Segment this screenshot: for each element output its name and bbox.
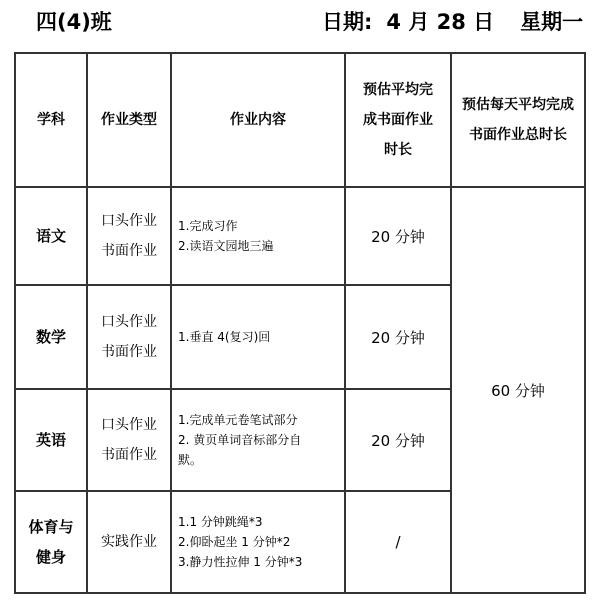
- table-header-row: [15, 53, 585, 187]
- date-line: [322, 6, 583, 36]
- content-cell: [171, 491, 345, 593]
- duration-cell: /: [345, 491, 451, 593]
- daily-total-cell: 60 分钟: [451, 187, 585, 593]
- subject-line: 体育与: [28, 518, 74, 536]
- content-item: 2.读语文园地三遍: [178, 239, 274, 253]
- content-item: 3.静力性拉伸 1 分钟*3: [178, 555, 303, 569]
- col-header-daily-total: [451, 53, 585, 187]
- subject-cell: 语文: [15, 187, 87, 285]
- col-header-content: 作业内容: [171, 53, 345, 187]
- content-item: 2. 黄页单词音标部分自: [178, 433, 302, 447]
- type-label: 书面作业: [101, 243, 157, 259]
- type-label: 口头作业: [101, 314, 157, 330]
- col-header-est-duration-line3: 时长: [384, 142, 412, 158]
- col-header-est-duration-line2: 成书面作业: [363, 112, 433, 128]
- duration-cell: 20 分钟: [345, 389, 451, 491]
- class-name: 四(4)班: [36, 10, 112, 34]
- col-header-daily-total-line1: 预估每天平均完成: [462, 97, 574, 113]
- subject-cell: [15, 491, 87, 593]
- page-header: [0, 0, 601, 44]
- type-label: 口头作业: [101, 213, 157, 229]
- content-item: 1.1 分钟跳绳*3: [178, 515, 263, 529]
- type-label: 口头作业: [101, 417, 157, 433]
- date-value: 4 月 28 日: [386, 10, 495, 34]
- col-header-daily-total-line2: 书面作业总时长: [469, 127, 567, 143]
- subject-cell: 数学: [15, 285, 87, 389]
- content-item: 1.完成习作: [178, 219, 238, 233]
- col-header-subject: 学科: [15, 53, 87, 187]
- type-cell: [87, 187, 171, 285]
- type-label: 书面作业: [101, 447, 157, 463]
- type-label: 书面作业: [101, 344, 157, 360]
- col-header-type: 作业类型: [87, 53, 171, 187]
- duration-cell: 20 分钟: [345, 187, 451, 285]
- date-label: 日期:: [322, 10, 373, 34]
- homework-table: [14, 52, 586, 594]
- type-cell: [87, 389, 171, 491]
- content-item: 1.垂直 4(复习)回: [178, 330, 271, 344]
- col-header-est-duration: [345, 53, 451, 187]
- type-cell: [87, 491, 171, 593]
- weekday: 星期一: [520, 10, 584, 34]
- content-item: 1.完成单元卷笔试部分: [178, 413, 298, 427]
- content-cell: [171, 187, 345, 285]
- duration-cell: 20 分钟: [345, 285, 451, 389]
- type-label: 实践作业: [101, 534, 157, 550]
- content-item: 默。: [178, 453, 203, 467]
- content-cell: [171, 389, 345, 491]
- subject-cell: 英语: [15, 389, 87, 491]
- type-cell: [87, 285, 171, 389]
- table-row: [15, 187, 585, 285]
- col-header-est-duration-line1: 预估平均完: [363, 82, 433, 98]
- content-cell: [171, 285, 345, 389]
- content-item: 2.仰卧起坐 1 分钟*2: [178, 535, 291, 549]
- subject-line: 健身: [35, 548, 66, 566]
